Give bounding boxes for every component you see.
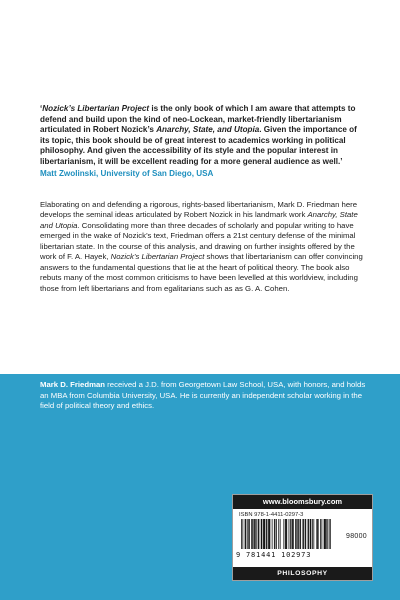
barcode-bar [318, 519, 319, 549]
barcode-bar [330, 519, 331, 549]
barcode-bar [324, 519, 325, 549]
barcode-bar [245, 519, 246, 549]
barcode-bar [261, 519, 262, 549]
barcode-bar [253, 519, 254, 549]
barcode-bar [292, 519, 293, 549]
blurb-text-2: . Consolidating more than three decades of scholarly and popular writing to have emerged in the wake of Nozick’s text, Friedman offers a 21st century defense of the minimal libertarian state. In the course of this analysis, and drawing on further insights offered by the work of F. A. Hayek, [40, 220, 356, 262]
barcode-bar [291, 519, 292, 549]
barcode-panel [232, 494, 373, 581]
barcode-bar [268, 519, 269, 549]
barcode-bar [305, 519, 306, 549]
barcode-digits: 9 781441 102973 [236, 551, 312, 559]
barcode-bar [324, 519, 325, 549]
barcode-bar [293, 519, 294, 549]
barcode-bar [313, 519, 314, 549]
barcode-bar [300, 519, 301, 549]
barcode-bar [280, 519, 281, 549]
barcode-bar [290, 519, 291, 549]
barcode-bar [256, 519, 257, 549]
barcode-bar [317, 519, 318, 549]
barcode-bar [300, 519, 301, 549]
barcode-bar [275, 519, 276, 549]
description-blurb [40, 200, 368, 294]
nozick-book-title-ref: Anarchy, State, and Utopia [156, 125, 260, 135]
barcode-bar [241, 519, 242, 549]
book-title-ref: Nozick’s Libertarian Project [42, 104, 150, 113]
barcode-bar [302, 519, 303, 549]
isbn-label: ISBN 978-1-4411-0297-3 [239, 512, 304, 518]
barcode-bar [270, 519, 271, 549]
barcode-bar [248, 519, 249, 549]
author-bio [40, 380, 370, 412]
barcode-bar [249, 519, 250, 549]
barcode-bar [310, 519, 311, 549]
subject-category: PHILOSOPHY [233, 567, 372, 580]
blurb-text-3: shows that libertarianism can offer convincing answers to the fundamental questions that lie at the heart of political theory. The book also rebuts many of the most common criticisms to have been levelled at this worldview, including those from left libertarians and from egalitarians such as as G. A. Cohen. [40, 252, 363, 293]
barcode-bar [274, 519, 275, 549]
barcode-bar [312, 519, 313, 549]
barcode-bar [321, 519, 322, 549]
barcode-bar [276, 519, 277, 549]
barcode-bar [297, 519, 298, 549]
barcode-bar [311, 519, 312, 549]
endorsement-attribution: Matt Zwolinski, University of San Diego, USA [40, 169, 214, 178]
barcode-bar [286, 519, 287, 549]
barcode-bar [298, 519, 299, 549]
author-name: Mark D. Friedman [40, 380, 106, 389]
barcode-bar [325, 519, 326, 549]
barcode-bar [264, 519, 265, 549]
barcode-bar [245, 519, 246, 549]
author-bio-text: received a J.D. from Georgetown Law School, USA, with honors, and holds an MBA from Columbia University, USA. He is currently an independent scholar working in the field of political theory and ethics. [40, 380, 366, 410]
price-code: 98000 [346, 533, 367, 540]
barcode-bar [320, 519, 321, 549]
barcode-bar [251, 519, 252, 549]
barcode-bar [285, 519, 286, 549]
barcode-bar [305, 519, 306, 549]
blurb-text-1: Elaborating on and defending a rigorous, rights-based libertarianism, Mark D. Friedman here develops the seminal ideas articulated by Robert Nozick in his landmark work [40, 200, 358, 220]
quote-open: ‘ [40, 104, 43, 113]
barcode-bar [308, 519, 309, 549]
endorsement-quote [40, 104, 368, 168]
barcode-bar [263, 519, 264, 549]
barcode-bar [329, 519, 330, 549]
barcode-bar [286, 519, 287, 549]
barcode-bars [241, 519, 331, 549]
barcode-bar [327, 519, 328, 549]
barcode-bar [289, 519, 290, 549]
blurb-title-1: Anarchy, State and Utopia [40, 210, 358, 230]
barcode-bar [316, 519, 317, 549]
barcode-bar [303, 519, 304, 549]
barcode-bar [278, 519, 279, 549]
barcode-bar [264, 519, 265, 549]
publisher-website[interactable]: www.bloomsbury.com [233, 495, 372, 509]
barcode-bar [259, 519, 260, 549]
barcode-bar [326, 519, 327, 549]
barcode-bar [295, 519, 296, 549]
barcode-bar [272, 519, 273, 549]
barcode-bar [254, 519, 255, 549]
barcode-bar [252, 519, 253, 549]
barcode-bar [258, 519, 259, 549]
barcode-bar [261, 519, 262, 549]
endorsement-text-1: is the only book of which I am aware that attempts to defend and build upon the kind of neo-Lockean, market-friendly libertarianism articulated in Robert Nozick’s [40, 104, 356, 135]
barcode-bar [296, 519, 297, 549]
barcode-bar [255, 519, 256, 549]
barcode-bar [283, 519, 284, 549]
blurb-title-2: Nozick’s Libertarian Project [110, 252, 205, 262]
barcode-bar [247, 519, 248, 549]
barcode-bar [242, 519, 243, 549]
barcode-bar [269, 519, 270, 549]
barcode-bar [267, 519, 268, 549]
endorsement-text-2: . Given the importance of its topic, this book should be of great interest to academics working in political philosophy. And given the accessibility of its style and the popular interest in libertarianism, it will be excellent reading for a more general audience as well.’ [40, 125, 357, 166]
barcode-bar [308, 519, 309, 549]
barcode-bar [266, 519, 267, 549]
